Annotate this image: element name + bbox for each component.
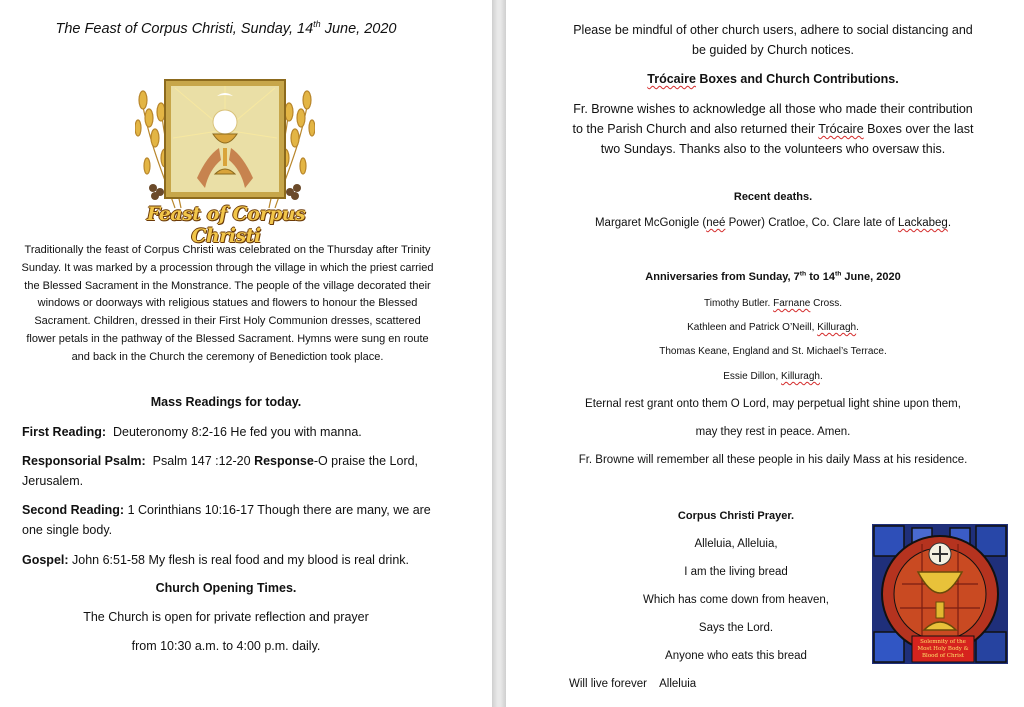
opening-times-line-2: from 10:30 a.m. to 4:00 p.m. daily. <box>131 639 321 653</box>
anniv-text-3: June, 2020 <box>841 271 901 283</box>
anniv1-place: Farnane <box>773 298 811 309</box>
trocaire-heading <box>546 72 1000 86</box>
remember-notice: Fr. Browne will remember all these people in his daily Mass at his residence. <box>578 454 968 466</box>
prayer-line: Will live forever Alleluia <box>569 678 697 690</box>
window-caption-2: Most Holy Body & <box>917 646 969 652</box>
prayer-heading: Corpus Christi Prayer. <box>677 510 795 522</box>
first-reading-label: First Reading: <box>22 425 107 439</box>
eternal-rest-line-1: Eternal rest grant onto them O Lord, may perpetual light shine upon them, <box>585 398 961 410</box>
responsorial-psalm <box>22 451 442 491</box>
prayer-line: Which has come down from heaven, <box>642 594 829 606</box>
opening-times-line-1: The Church is open for private reflection and prayer <box>83 610 369 624</box>
response-text: -O praise the Lord, Jerusalem. <box>22 454 419 488</box>
anniv1-end: Cross. <box>810 298 843 309</box>
gospel-label: Gospel: <box>22 553 69 567</box>
title-superscript: th <box>313 19 321 30</box>
intro-paragraph <box>20 242 435 367</box>
first-reading <box>22 422 442 442</box>
trocaire-heading-rest: Boxes and Church Contributions. <box>695 72 899 86</box>
right-page <box>506 0 1024 707</box>
anniversary-item <box>546 322 1000 333</box>
intro-text: Traditionally the feast of Corpus Christi was celebrated on the Thursday after Trinity Sunday. It was marked by a procession through the village in which the priest carried the Blessed Sacrament in the Monstrance. The people of the village decorated their windows or doorways with religious statues and flowers to honour the Blessed Sacrament. Children, dressed in their First Holy Communion dresses, scattered flower petals in the pathway of the Blessed Sacrament. Hymns were sung en route and back in the Church the ceremony of Benediction took place. <box>21 244 434 363</box>
left-page <box>0 0 492 707</box>
anniv4-end: . <box>819 371 823 382</box>
prayer-line: Anyone who eats this bread <box>665 650 807 662</box>
second-reading-text: 1 Corinthians 10:16-17 Though there are many, we are one single body. <box>22 503 431 537</box>
anniversary-item <box>546 298 1000 309</box>
death-notice <box>546 217 1000 229</box>
death-text-1: Margaret McGonigle ( <box>594 217 707 229</box>
mass-readings-heading: Mass Readings for today. <box>150 395 302 409</box>
anniv-sup-2: th <box>834 270 842 278</box>
title-text: The Feast of Corpus Christi, Sunday, 14 <box>55 21 314 37</box>
thanks-text-1: Fr. Browne wishes to acknowledge all those who made their contribution to the Parish Church and also returned their <box>572 102 973 136</box>
recent-deaths-heading: Recent deaths. <box>733 191 813 203</box>
stained-glass-chalice-image <box>872 524 1008 664</box>
anniv2-place: Killuragh <box>817 322 857 333</box>
page-gutter <box>492 0 506 707</box>
psalm-text: Psalm 147 :12-20 <box>145 454 255 468</box>
prayer-line: Says the Lord. <box>698 622 774 634</box>
death-text-2: Power) Cratloe, Co. Clare late of <box>725 217 898 229</box>
thanks-trocaire: Trócaire <box>818 122 864 136</box>
death-end: . <box>947 217 952 229</box>
anniv-text-1: Anniversaries from Sunday, 7 <box>645 271 800 283</box>
thanks-paragraph <box>568 99 978 159</box>
anniv-sup-1: th <box>799 270 807 278</box>
anniv4-name: Essie Dillon, <box>723 371 782 382</box>
second-reading <box>22 500 442 540</box>
opening-times-heading: Church Opening Times. <box>155 581 297 595</box>
anniversaries-heading <box>546 271 1000 283</box>
death-nee: neé <box>706 217 726 229</box>
psalm-label: Responsorial Psalm: <box>22 454 146 468</box>
gospel <box>22 550 442 570</box>
artwork-caption: Feast of Corpus Christi <box>146 203 306 247</box>
anniv2-end: . <box>856 322 859 333</box>
anniv1-name: Timothy Butler. <box>703 298 774 309</box>
title-text-end: June, 2020 <box>320 21 397 37</box>
page-title <box>0 21 452 37</box>
anniv-text-2: to 14 <box>806 271 835 283</box>
prayer-line: Alleluia, Alleluia, <box>694 538 778 550</box>
trocaire-word: Trócaire <box>647 72 696 86</box>
thanks-text-2: Boxes over the last two Sundays. Thanks also to the volunteers who oversaw this. <box>600 122 974 156</box>
anniv2-name: Kathleen and Patrick O’Neill, <box>687 322 818 333</box>
anniversary-item <box>546 371 1000 382</box>
death-place: Lackabeg <box>897 217 948 229</box>
second-reading-label: Second Reading: <box>22 503 125 517</box>
prayer-line: I am the living bread <box>684 566 788 578</box>
mindful-notice: Please be mindful of other church users, adhere to social distancing and be guided by Church notices. <box>573 23 973 57</box>
gospel-text: John 6:51-58 My flesh is real food and my blood is real drink. <box>68 553 410 567</box>
window-caption-1: Solemnity of the <box>920 639 966 645</box>
window-caption-3: Blood of Christ <box>922 653 964 659</box>
anniv4-place: Killuragh <box>781 371 820 382</box>
first-reading-text: Deuteronomy 8:2-16 He fed you with manna. <box>106 425 362 439</box>
anniversary-item: Thomas Keane, England and St. Michael’s Terrace. <box>659 346 887 357</box>
response-label: Response <box>254 454 314 468</box>
eternal-rest-line-2: may they rest in peace. Amen. <box>695 426 851 438</box>
